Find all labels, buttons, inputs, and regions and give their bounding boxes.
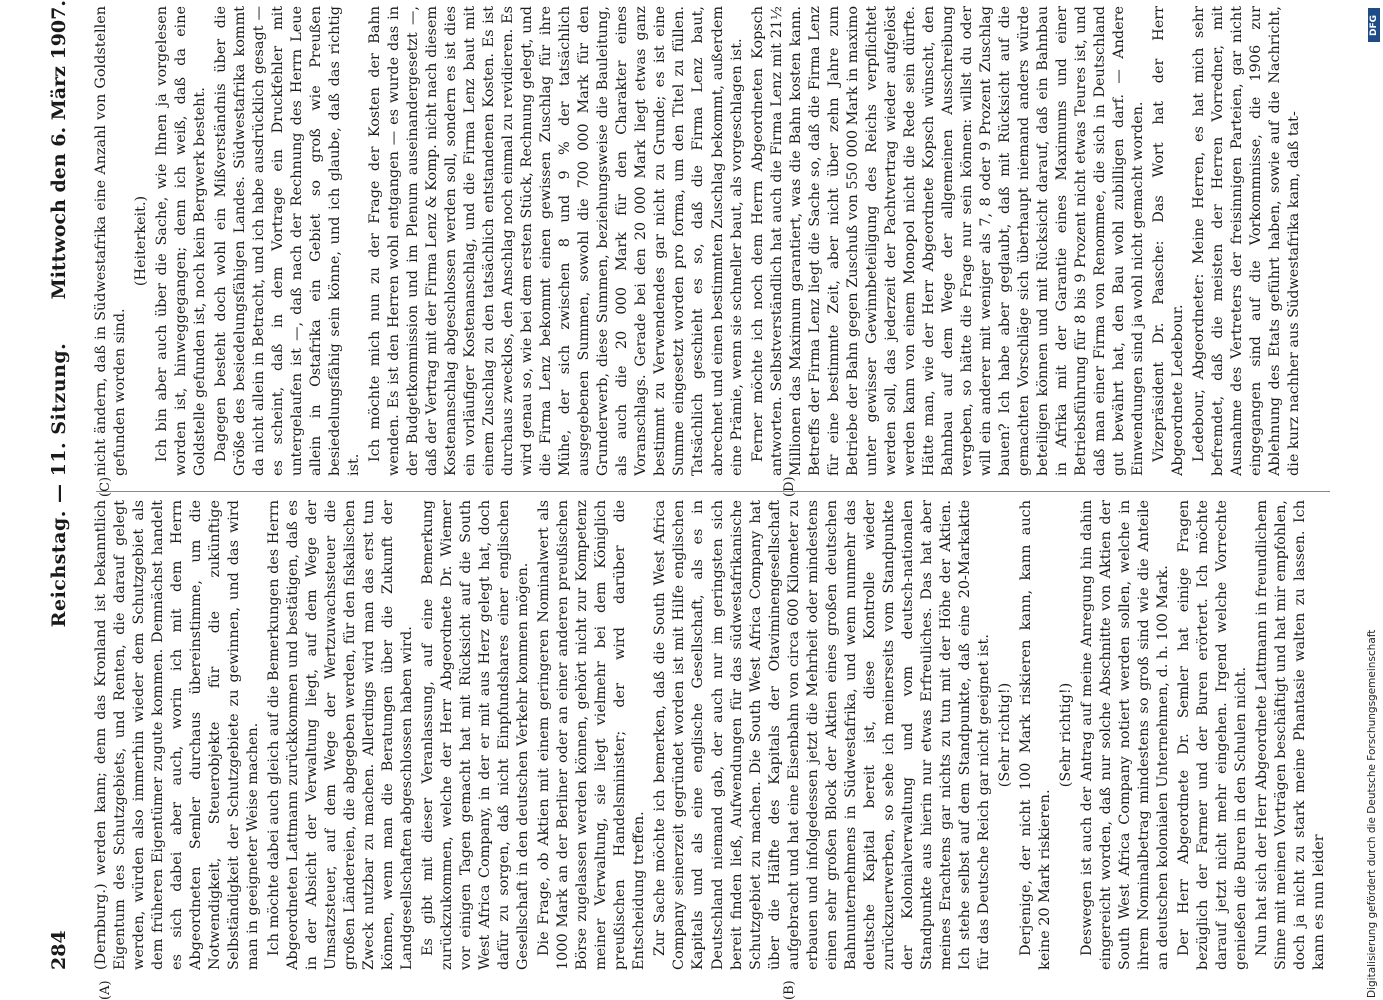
paragraph: Zur Sache möchte ich bemerken, daß die South West Africa Company seinerzeit gegründet worden ist mit Hilfe englischen Kapitals und als eine englische Gesellschaft, als es in Deutschland niemand gab, der auch nur im geringsten sich bereit finden ließ, Aufwendungen für das südwestafrikanische Schutzgebiet zu machen. Die South West Africa Company hat über die Hälfte des Kapitals der Otaviminengesellschaft aufgebracht und hat eine Eisenbahn von circa 600 Kilometer zu erbauen und infolgedessen jetzt die Mehrheit oder mindestens einen sehr großen Block der Aktien eines großen deutschen Bahnunternehmens in Südwestafrika, und wenn nunmehr das deutsche Kapital bereit ist, diese Kontrolle wieder zurückzuerwerben, so sehe ich meinerseits vom Standpunkte der Kolonialverwaltung und vom deutsch-nationalen Standpunkte aus hierin nur etwas Erfreuliches. Das hat aber meines Erachtens gar nichts zu tun mit der Höhe der Aktien. Ich stehe selbst auf dem Standpunkte, daß eine 20-Markaktie für das Deutsche Reich gar nicht geeignet ist.: [652, 500, 992, 970]
paragraph: Der Herr Abgeordnete Dr. Semler hat einige Fragen bezüglich der Farmer und der Buren erörtert. Ich möchte darauf jetzt nicht mehr eingehen. Irgend welche Vorrechte genießen die Buren in den Schulen nicht.: [1175, 500, 1249, 970]
margin-marker-b: (B): [782, 980, 797, 1000]
paragraph: Ich möchte dabei auch gleich auf die Bemerkungen des Herrn Abgeordneten Lattmann zurückkommen und bestätigen, daß es in der Absicht der Verwaltung liegt, auf dem Wege der Umsatzsteuer, auf dem Wege der Wertzuwachssteuer die großen Ländereien, die abgegeben werden, für den fiskalischen Zweck nutzbar zu machen. Allerdings wird man das erst tun können, wenn man die Beratungen über die Zukunft der Landgesellschaften abgeschlossen haben wird.: [266, 500, 416, 970]
paragraph: Nun hat sich der Herr Abgeordnete Lattmann in freundlichem Sinne mit meinen Vorträgen beschäftigt und hat mir empfohlen, doch ja nicht zu stark meine Phantasie walten zu lassen. Ich kann es nun leider: [1253, 500, 1327, 970]
rotated-page: [40, 0, 1340, 1000]
paragraph: Ich bin aber auch über die Sache, wie Ihnen ja vorgelesen worden ist, hinweggegangen; denn ich weiß, daß da eine Goldstelle gefunden ist, noch kein Bergwerk besteht.: [154, 6, 209, 476]
right-column: [92, 6, 1340, 476]
interjection: (Sehr richtig!): [996, 682, 1013, 788]
dfg-logo: DFG: [1368, 8, 1380, 42]
paragraph: Ferner möchte ich noch dem Herrn Abgeordneten Kopsch antworten. Selbstverständlich hat auch die Firma Lenz mit 21½ Millionen das Maximum garantiert, was die Bahn kosten kann. Betreffs der Firma Lenz liegt die Sache so, daß die Firma Lenz für eine bestimmte Zeit, aber nicht über zehn Jahre zum Betriebe der Bahn gegen Zuschuß von 550 000 Mark in maximo unter gewisser Gewinnbeteiligung des Reichs verpflichtet werden soll, das jederzeit der Pachtvertrag wieder aufgelöst werden kann von einem Monopol nicht die Rede sein dürfte. Hätte man, wie der Herr Abgeordnete Kopsch wünscht, den Bahnbau auf dem Wege der allgemeinen Ausschreibung vergeben, so hätte die Frage nur sein können: willst du oder will ein anderer mit weniger als 7, 8 oder 9 Prozent Zuschlag bauen? Ich habe aber geglaubt, daß mit Rücksicht auf die gemachten Vorschläge sich überhaupt niemand anders würde beteiligen können und mit Rücksicht darauf, daß ein Bahnbau in Afrika mit der Garantie eines Maximums und einer Betriebsführung für 8 bis 9 Prozent nicht etwas Teures ist, und daß man einer Firma von Renommee, die sich in Deutschland gut bewährt hat, den Bau wohl zubilligen darf. — Andere Einwendungen sind ja wohl nicht gemacht worden.: [749, 6, 1146, 476]
page-header: [48, 0, 78, 970]
margin-marker-c: (C): [98, 476, 113, 497]
paragraph: nicht ändern, daß in Südwestafrika eine Anzahl von Goldstellen gefunden worden sind.: [93, 6, 129, 476]
margin-marker-d: (D): [782, 476, 797, 497]
margin-marker-a: (A): [98, 980, 113, 1000]
session-title: Reichstag. — 11. Sitzung.: [48, 342, 70, 628]
paragraph: Ich möchte mich nun zu der Frage der Kosten der Bahn wenden. Es ist den Herren wohl entgangen — es wurde das in der Budgetkommission und im Plenum auseinandergesetzt —, daß der Vertrag mit der Firma Lenz & Komp. nicht nach diesem Kostenanschlag abgeschlossen werden soll, sondern es ist dies ein vorläufiger Kostenanschlag, und die Firma Lenz baut mit einem Zuschlag zu den tatsächlich entstandenen Kosten. Es ist durchaus zwecklos, den Anschlag noch einmal zu revidieren. Es wird genau so, wie bei dem ersten Stück, Rechnung gelegt, und die Firma Lenz bekommt einen gewissen Zuschlag für ihre Mühe, der sich zwischen 8 und 9 % der tatsächlich ausgegebenen Summen, sowohl die 700 000 Mark für den Grunderwerb, diese Summen, beziehungsweise die Bauleitung, als auch die 20 000 Mark für den Charakter eines Voranschlags. Gerade bei den 20 000 Mark liegt etwas ganz bestimmt zu Verwendendes gar nicht zu Grunde; es ist eine Summe eingesetzt worden pro forma, um den Titel zu füllen. Tatsächlich geschieht es so, daß die Firma Lenz baut, abrechnet und einen bestimmten Zuschlag bekommt, außerdem eine Prämie, wenn sie schneller baut, als vorgeschlagen ist.: [367, 6, 745, 476]
paragraph: (Dernburg.) werden kann; denn das Kronland ist bekanntlich Eigentum des Schutzgebiets, und Renten, die darauf gelegt werden, würden also immerhin wieder dem Schutzgebiet als dem früheren Eigentümer zugute kommen. Demnächst handelt es sich dabei aber auch, worin ich mit dem Herrn Abgeordneten Semler durchaus übereinstimme, um die Notwendigkeit, Steuerobjekte für die zukünftige Selbständigkeit der Schutzgebiete zu gewinnen, und das wird man in geeigneter Weise machen.: [93, 500, 262, 970]
interjection: (Heiterkeit.): [133, 195, 150, 287]
paragraph: Dagegen besteht doch wohl ein Mißverständnis über die Größe des besiedelungsfähigen Landes. Südwestafrika kommt da nicht allein in Betracht, und ich habe ausdrücklich gesagt — es scheint, daß in dem Vortrage ein Druckfehler mit untergelaufen ist —, daß nach der Rechnung des Herrn Leue allein in Ostafrika ein Gebiet so groß wie Preußen besiedelungsfähig sein könne, und ich glaube, daß das richtig ist.: [213, 6, 363, 476]
digitization-watermark: Digitalisierung gefördert durch die Deutsche Forschungsgemeinschaft: [1366, 629, 1378, 998]
session-date: Mittwoch den 6. März 1907.: [48, 0, 70, 300]
paragraph: Derjenige, der nicht 100 Mark riskieren kann, kann auch keine 20 Mark riskieren.: [1017, 500, 1053, 970]
interjection: (Sehr richtig!): [1057, 682, 1074, 788]
left-column: [92, 500, 1340, 970]
page-number: 284: [48, 930, 70, 970]
paragraph: Deswegen ist auch der Antrag auf meine Anregung hin dahin eingereicht worden, daß nur solche Abschnitte von Aktien der South West Africa Company notiert werden sollen, welche in ihrem Nominalbetrag mindestens so groß sind wie die Anteile an deutschen kolonialen Unternehmen, d. h. 100 Mark.: [1078, 500, 1171, 970]
paragraph: Die Frage, ob Aktien mit einem geringeren Nominalwert als 1000 Mark an der Berliner oder an einer anderen preußischen Börse zugelassen werden können, gehört nicht zur Kompetenz meiner Verwaltung, sie liegt vielmehr bei dem Königlich preußischen Handelsminister; der wird darüber die Entscheidung treffen.: [536, 500, 648, 970]
speaker-paragraph: Ledebour, Abgeordneter: Meine Herren, es hat mich sehr befremdet, daß die meisten der Herren Vorredner, mit Ausnahme des Vertreters der freisinnigen Parteien, gar nicht eingegangen sind auf die Vorkommnisse, die 1906 zur Ablehnung des Etats geführt haben, sowie auf die Nachricht, die kurz nachher aus Südwestafrika kam, daß tat-: [1190, 6, 1302, 476]
paragraph: Es gibt mit dieser Veranlassung, auf eine Bemerkung zurückzukommen, welche der Herr Abgeordnete Dr. Wiemer vor einigen Tagen gemacht hat mit Rücksicht auf die South West Africa Company, in der er mit aus Herz gelegt hat, doch dafür zu sorgen, daß nicht Einpfundshares einer englischen Gesellschaft in den deutschen Verkehr kommen mögen.: [420, 500, 532, 970]
column-divider: [96, 491, 1330, 492]
speaker-paragraph: Vizepräsident Dr. Paasche: Das Wort hat der Herr Abgeordnete Ledebour.: [1150, 6, 1186, 476]
